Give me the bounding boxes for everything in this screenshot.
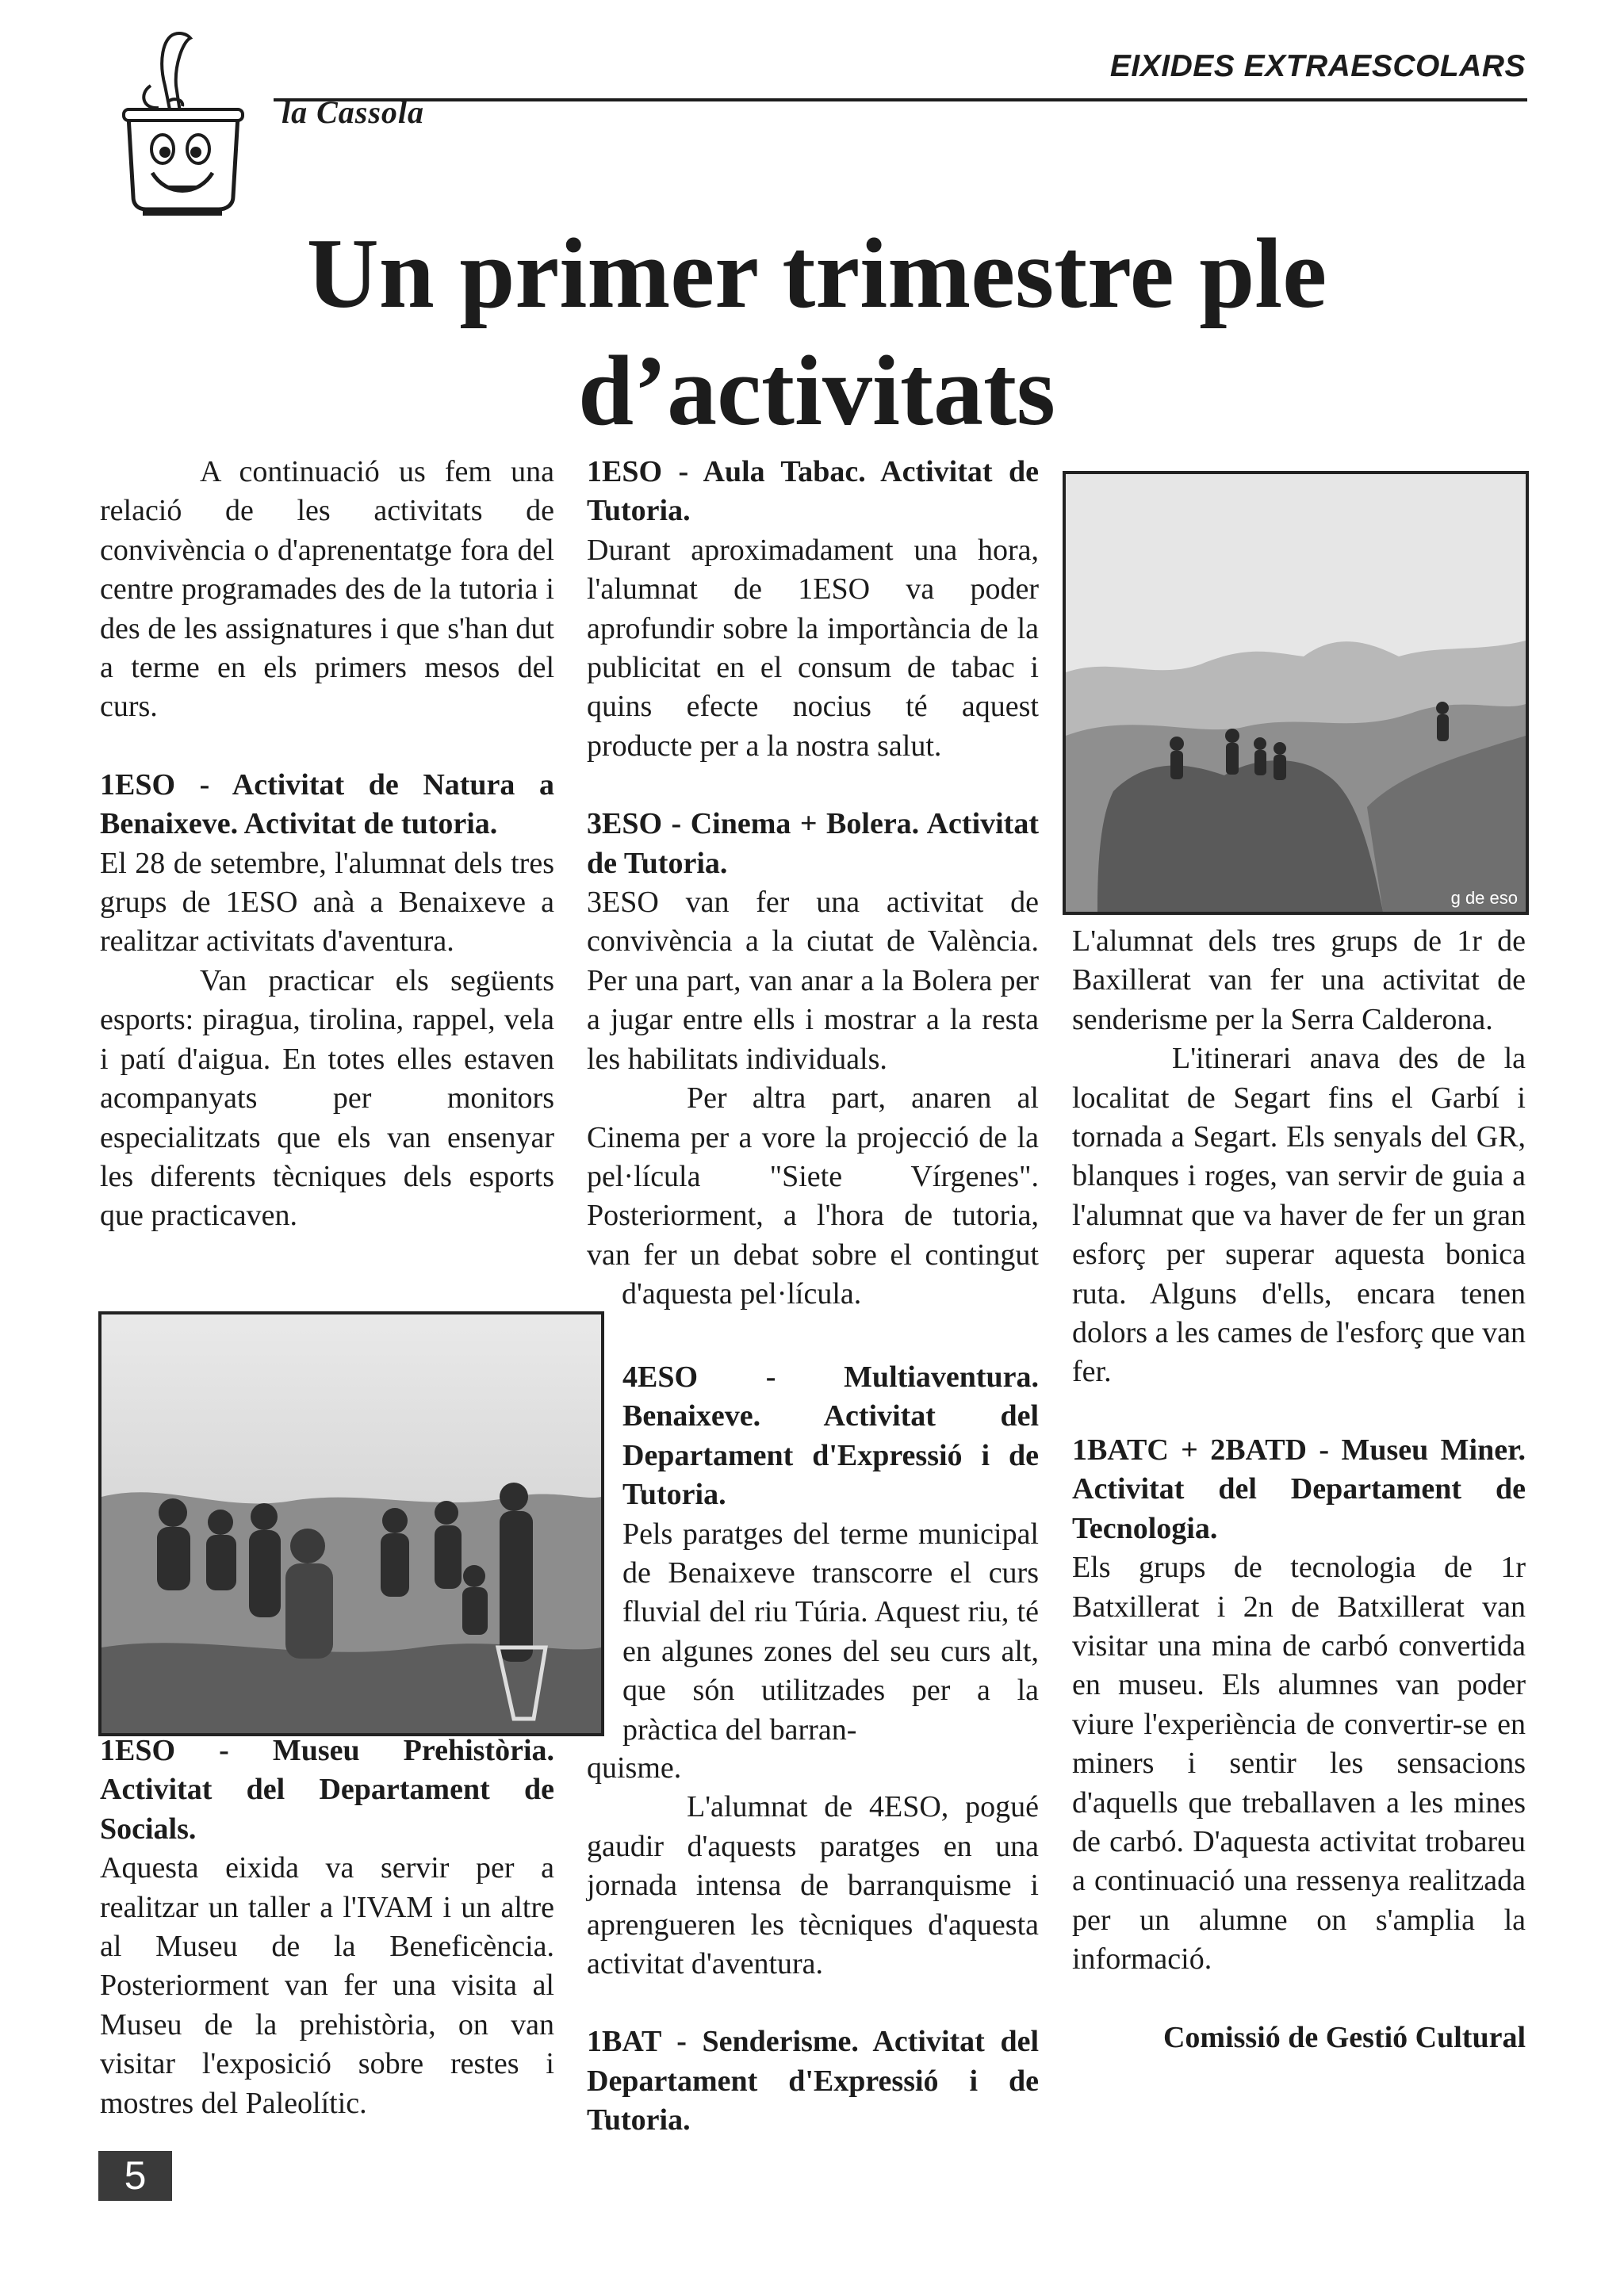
activity-title-museu-miner: 1BATC + 2BATD - Museu Miner. Activitat del Departament de Tecnologia. <box>1072 1433 1526 1545</box>
museum-group-photo <box>98 1311 604 1736</box>
activity-text-cinema-bolera-2: Per altra part, anaren al Cinema per a vore la projecció de la pel·lícula "Siete Vírgenes". Posteriorment, a l'hora de tutoria, van fer un debat sobre el contingut <box>587 1081 1039 1272</box>
activity-title-multiaventura: 4ESO - Multiaventura. Benaixeve. Activitat del Departament d'Expressió i de Tutoria. <box>622 1360 1039 1512</box>
photo-caption: g de eso <box>1450 888 1518 908</box>
column-2-indented <box>622 1358 1039 1750</box>
article-headline: Un primer trimestre ple d’activitats <box>306 219 1327 446</box>
hiking-group-photo <box>1063 471 1529 915</box>
publication-name: la Cassola <box>282 94 425 130</box>
activity-title-cinema-bolera: 3ESO - Cinema + Bolera. Activitat de Tutoria. <box>587 807 1039 880</box>
activity-text-cinema-bolera-2-end: d'aquesta pel·lícula. <box>622 1277 862 1311</box>
activity-text-cinema-bolera-1: 3ESO van fer una activitat de convivència a la ciutat de València. Per una part, van anar a la Bolera per a jugar entre ells i mostrar a la resta les habilitats individuals. <box>587 886 1039 1076</box>
page-number: 5 <box>98 2151 172 2201</box>
activity-title-senderisme: 1BAT - Senderisme. Activitat del Departament d'Expressió i de Tutoria. <box>587 2025 1039 2137</box>
activity-text-museu-miner: Els grups de tecnologia de 1r Batxillerat i 2n de Batxillerat van visitar una mina de carbó convertida en museu. Els alumnes van poder viure l'experiència de convertir-se en miners i sentir les sensacions d'aquells que treballaven a les mines de carbó. D'aquesta activitat trobareu a continuació una ressenya realitzada per un alumne on s'amplia la informació. <box>1072 1551 1526 1976</box>
column-2-lower <box>587 1749 1039 2141</box>
activity-text-natura-1: El 28 de setembre, l'alumnat dels tres grups de 1ESO anà a Benaixeve a realitzar activitats d'aventura. <box>100 846 554 959</box>
column-1-lower <box>100 1732 554 2123</box>
signature: Comissió de Gestió Cultural <box>1162 2020 1526 2054</box>
activity-text-multiaventura-1: Pels paratges del terme municipal de Benaixeve transcorre el curs fluvial del riu Túria. Aquest riu, té en algunes zones del seu curs alt, que són utilitzades per a la pràctica del barran- <box>622 1517 1039 1747</box>
activity-text-senderisme-1: L'alumnat dels tres grups de 1r de Baxillerat van fer una activitat de senderisme per la Serra Calderona. <box>1072 924 1526 1036</box>
section-title: EIXIDES EXTRAESCOLARS <box>1109 49 1526 83</box>
activity-text-museu-prehistoria: Aquesta eixida va servir per a realitzar un taller a l'IVAM i un altre al Museu de la Beneficència. Posteriorment van fer una visita al Museu de la prehistòria, on van visitar l'exposició sobre restes i mostres del Paleolític. <box>100 1851 554 2120</box>
activity-title-aula-tabac: 1ESO - Aula Tabac. Activitat de Tutoria. <box>587 455 1039 528</box>
hiking-group-photo-image <box>1066 474 1526 912</box>
header-rule <box>274 98 1527 101</box>
museum-group-photo-image <box>102 1314 601 1733</box>
activity-title-museu-prehistoria: 1ESO - Museu Prehistòria. Activitat del Departament de Socials. <box>100 1734 554 1846</box>
activity-text-aula-tabac: Durant aproximadament una hora, l'alumnat de 1ESO va poder aprofundir sobre la importància de la publicitat en el consum de tabac i quins efecte nocius té aquest producte per a la nostra salut. <box>587 533 1039 763</box>
activity-text-senderisme-2: L'itinerari anava des de la localitat de Segart fins el Garbí i tornada a Segart. Els senyals del GR, blanques i roges, van servir de guia a l'alumnat que va haver de fer un gran esforç per superar aquesta bonica ruta. Alguns d'ells, encara tenen dolors a les cames de l'esforç que van fer. <box>1072 1042 1526 1389</box>
activity-text-natura-2: Van practicar els següents esports: piragua, tirolina, rappel, vela i patí d'aigua. En totes elles estaven acompanyats per monitors especialitzats que els van ensenyar les diferents tècniques dels esports que practicaven. <box>100 963 554 1233</box>
activity-title-natura: 1ESO - Activitat de Natura a Benaixeve. Activitat de tutoria. <box>100 767 554 841</box>
activity-text-multiaventura-2: L'alumnat de 4ESO, pogué gaudir d'aquests paratges en una jornada intensa de barranquisme i aprengueren les tècniques d'aquesta activitat d'aventura. <box>587 1790 1039 1981</box>
column-2 <box>587 453 1039 1314</box>
activity-text-multiaventura-1-end: quisme. <box>587 1751 682 1785</box>
intro-paragraph: A continuació us fem una relació de les activitats de convivència o d'aprenentatge fora del centre programades des de la tutoria i des de les assignatures i que s'han dut a terme en els primers mesos del curs. <box>100 455 554 724</box>
column-1 <box>100 453 554 1236</box>
cassola-mascot-logo <box>119 30 246 224</box>
column-3 <box>1072 922 1526 2057</box>
